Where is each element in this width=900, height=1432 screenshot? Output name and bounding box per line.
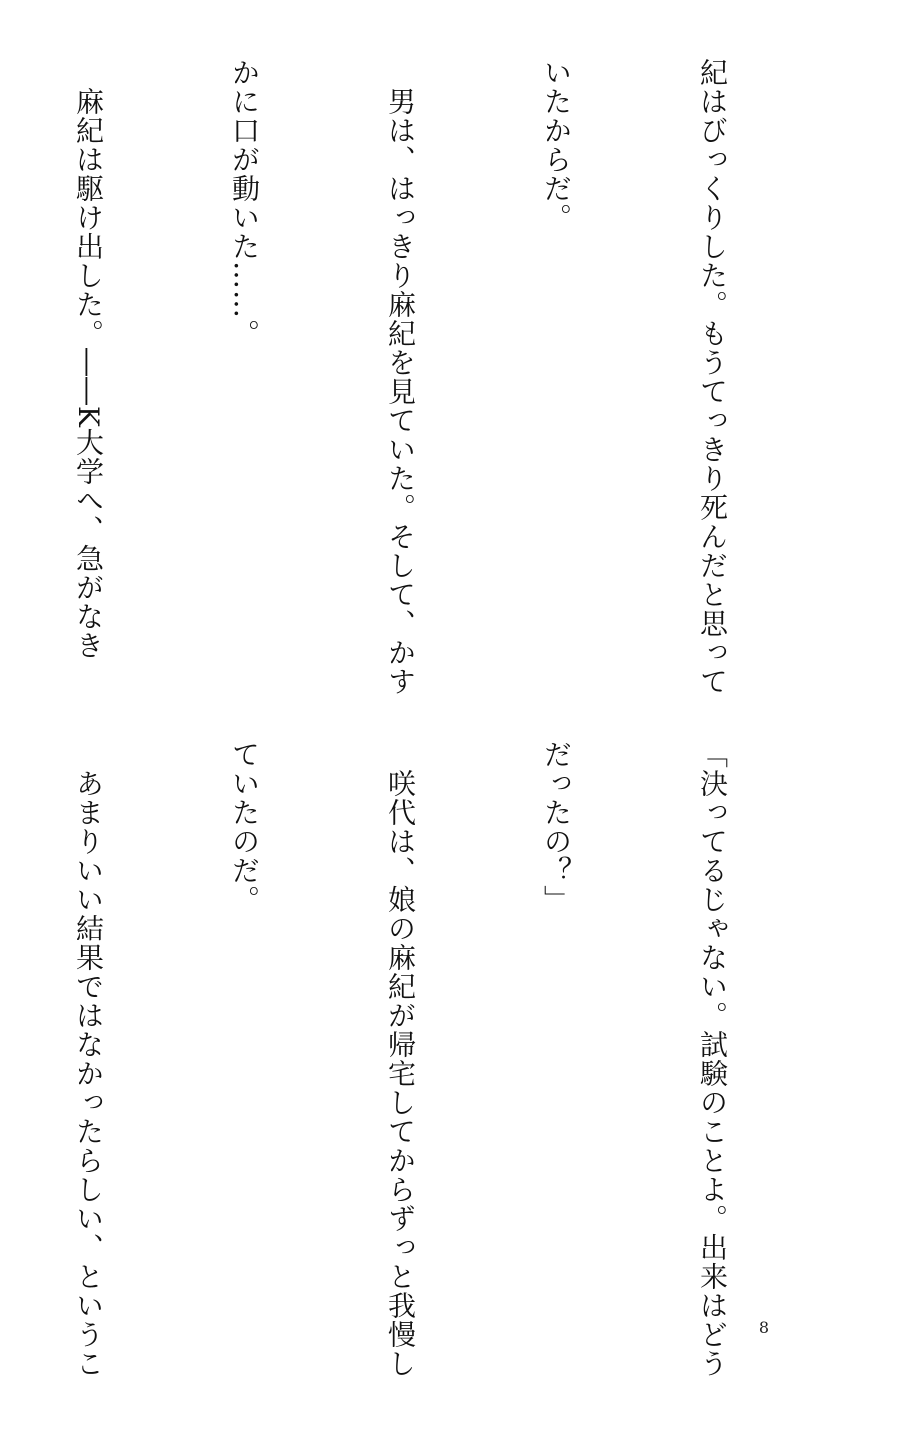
- text-column: かに口が動いた……。: [228, 58, 261, 348]
- text-block-top: [0, 58, 842, 696]
- text-column: あまりいい結果ではなかったらしい、というこ: [72, 740, 105, 1378]
- page-number: 8: [758, 1318, 770, 1337]
- text-column: いたからだ。: [540, 58, 573, 232]
- text-block-bottom: [0, 740, 842, 1378]
- text-column: 咲代は、娘の麻紀が帰宅してからずっと我慢し: [384, 740, 417, 1378]
- text-column: 紀はびっくりした。もうてっきり死んだと思って: [696, 58, 729, 696]
- text-column: 「決ってるじゃない。試験のことよ。出来はどう: [696, 740, 729, 1378]
- text-column: ていたのだ。: [228, 740, 261, 914]
- text-column: 麻紀は駆け出した。――K大学へ、急がなき: [72, 58, 105, 660]
- text-column: 男は、はっきり麻紀を見ていた。そして、かす: [384, 58, 417, 696]
- text-column: だったの？」: [540, 740, 573, 914]
